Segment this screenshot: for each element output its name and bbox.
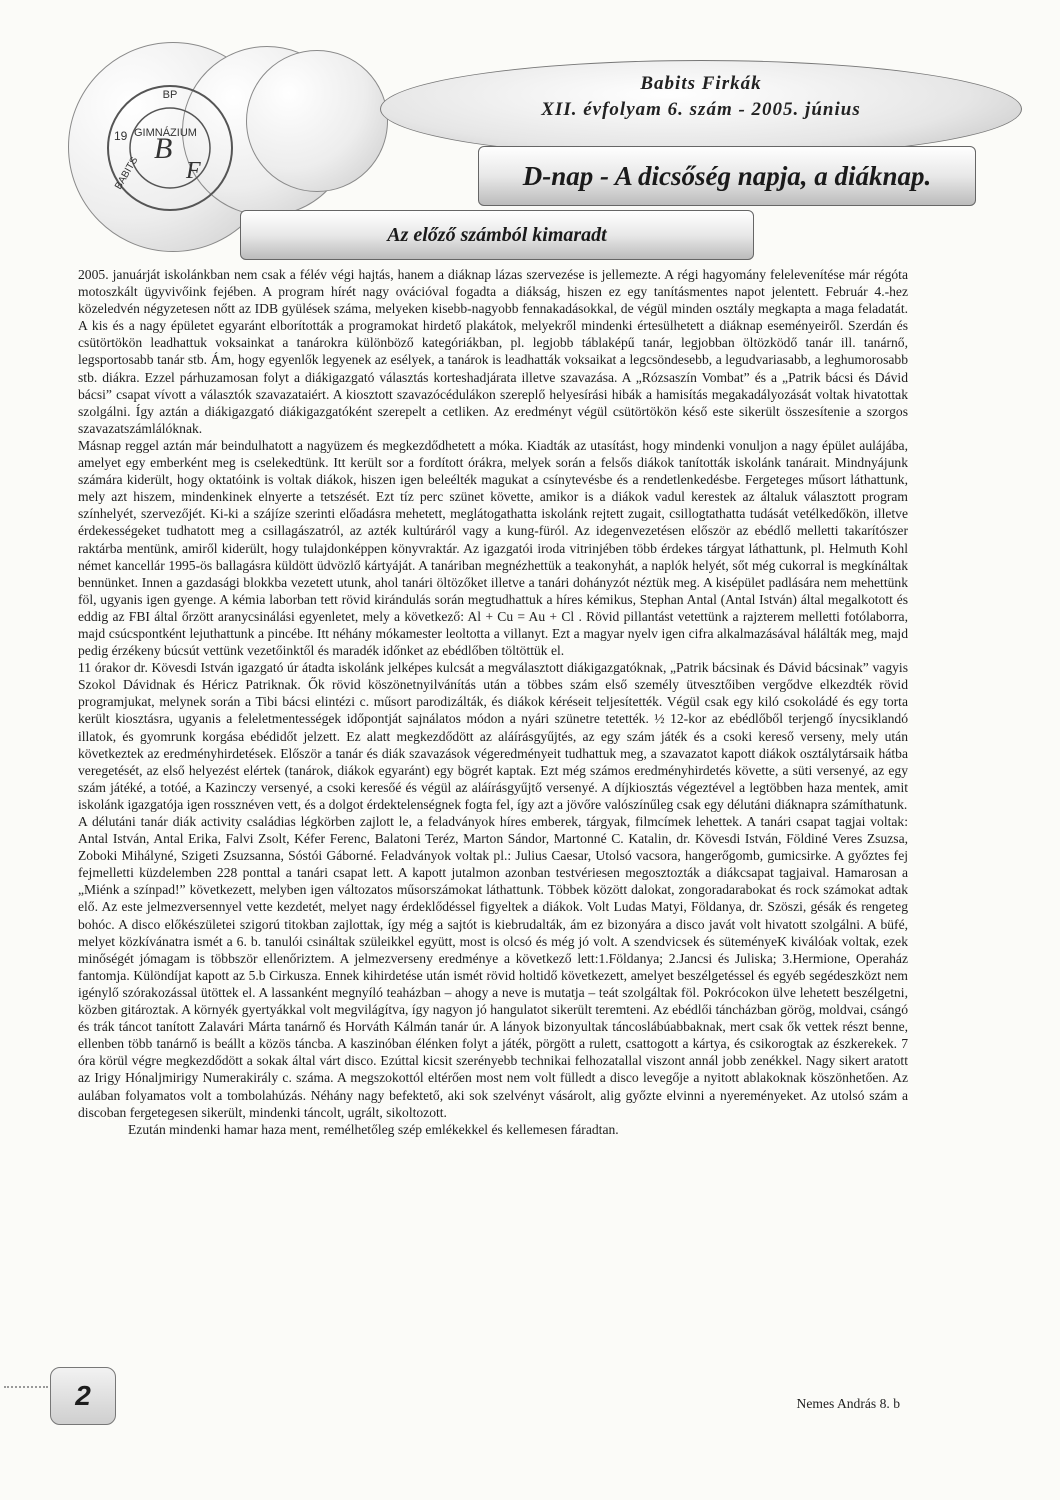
decorative-circle-small	[246, 50, 388, 192]
page-header	[0, 0, 1060, 270]
school-emblem-logo	[100, 78, 240, 218]
journal-name: Babits Firkák	[640, 73, 762, 94]
emblem-text-top: BP	[162, 89, 178, 101]
article-title: D-nap - A dicsőség napja, a diáknap.	[478, 146, 976, 206]
emblem-letter-f: F	[186, 158, 201, 184]
article-paragraph-4: A délutáni tanár diák activity családias légkörben zajlott le, a feladványok híres emberek, tárgyak, filmcímek lehettek. A tanári csapat tagjai voltak: Antal István, Antal Erika, Falvi Zsolt, Kéfer Ferenc, Balatoni Teréz, Marton Sándor, Martonné C. Katalin, dr. Kövesdi István, Földiné Veres Zsuzsa, Zoboki Mihályné, Szigeti Zsuzsanna, Sóstói Gáborné. Feladványok voltak pl.: Julius Caesar, Utolsó vacsora, hangerőgomb, gumicsirke. A győztes fej fejmelletti küzdelemben 228 ponttal a tanári csapat lett. A kapott jutalmon azonban testvériesen megosztozták a diákcsapat tagjaival. Hamarosan a „Miénk a színpad!” következett, melyben igen változatos műsorszámokat láthattunk. Többek között dalokat, zongoradarabokat és rock számokat adtak elő. Az este jelmezversennyel vette kezdetét, melyet nagy érdeklődéssel figyeltek a diákok. Volt Ludas Matyi, Földanya, dr. Szöszi, gésák és rengeteg bohóc. A disco előkészületei szigorú titokban zajlottak, így még a sajtót is kiebrudalták, ám ez bizonyára a disco javát volt hivatott szolgálni. A büfé, melyet közkívánatra ismét a 6. b. tanulói csináltak szüleikkel együtt, most is olcsó és még jó volt. A szendvicsek és süteményeK kiválóak voltak, ezek minőségét jómagam is többször ellenőriztem. A jelmezverseny eredménye a következő lett:1.Földanya; 2.Jancsi és Juliska; 3.Hermione, Operaház fantomja. Különdíjat kapott az 5.b Cirkusza. Ennek kihirdetése után ismét rövid holtidő következett, amelyet beszélgetéssel és egyéb segédeszközt nem igénylő szórakozással ütöttek el. A lassanként megnyíló teaházban – ahogy a neve is mutatja – teát szolgáltak föl. Pokrócokon ülve lehetett beszélgetni, közben gitároztak. A környék gyertyákkal volt megvilágítva, így nagyon jó hangulatot sikerült teremteni. Az ebédlői táncházban görög, moldvai, csángó és trák táncot tanított Zalavári Márta tanárnő és Horváth Kálmán tanár úr. A lányok bizonyultak táncoslábúabbaknak, mert csak ők vettek részt benne, ellenben több tanárnő is beállt a közös táncba. A kaszinóban élénken folyt a játék, pörgött a rulett, csattogott a kártya, és csikorogtak az észkerekek. 7 óra körül végre megkezdődött a sokak által várt disco. Ezúttal kicsit szerényebb technikai felhozatallal viszont annál jobb zenékkel. Nagy sikert aratott az Irigy Hónaljmirigy Numerakirály c. száma. A megszokottól eltérően most nem volt fülledt a disco levegője a nyitott ablakoknak köszönhetően. Az aulában folyamatos volt a tombolahúzás. Néhány nagy befektető, aki sok szelvényt vásárolt, alig győzte elvinni a nyereményeket. Az utolsó szám a discoban fergetegesen sikerült, mindenki táncolt, ugrált, sikoltozott.	[78, 814, 908, 1120]
page-number: 2	[50, 1367, 116, 1425]
article-paragraph-1: 2005. januárját iskolánkban nem csak a félév végi hajtás, hanem a diáknap lázas szervezése is jellemezte. A régi hagyomány felelevenítése már régóta motoszkált ügyvivőink fejében. A program hírét nagy ovációval fogadta a diákság, hiszen ez egy tanításmentes napot jelentett. Február 4.-hez közeledvén négyzetesen nőtt az IDB gyülések száma, melyeken kisebb-nagyobb fennakadásokkal, de végül minden osztály megkapta a maga feladatát. A kis és a nagy épületet egyaránt elborították a programokat hirdető plakátok, melyekről mindenki értesülhetett a diáknap eseményeiről. Szerdán és csütörtökön leadhattuk voksainkat a tanárokra különböző kategóriákban, pl. legjobb táblaképű tanár, legjobban öltözködő tanár ill. tanárnő, legsportosabb tanár stb. Ám, hogy egyenlők legyenek az esélyek, a tanárok is leadhatták voksaikat a legcsöndesebb, a legudvariasabb, a leghumorosabb stb. diákra. Ezzel párhuzamosan folyt a diákigazgató választás korteshadjárata illetve szavazása. A „Rózsaszín Vombat” és a „Patrik bácsi és Dávid bácsi” csapat vívott a választók szavazataiért. A kiosztott szavazócédulákon szereplő helyesírási hibák a hamisítás megakadályozását voltak hivatottak szolgálni. Így aztán a diákigazgató diákigazgatóként szerepelt a cetliken. Az eredményt végül csütörtökön késő este sikerült összesítenie a szorgos szavazatszámlálóknak.	[78, 267, 908, 436]
article-paragraph-5: Ezután mindenki hamar haza ment, remélhetőleg szép emlékekkel és kellemesen fáradtan.	[128, 1121, 619, 1137]
emblem-text-left: 19	[114, 129, 128, 143]
article-paragraph-2: Másnap reggel aztán már beindulhatott a nagyüzem és megkezdődhetett a móka. Kiadták az utasítást, hogy mindenki vonuljon a nagy épület aulájába, amelyet egy emberként meg is cselekedtünk. Itt került sor a fordított órákra, melyek során a felsős diákok tanították iskolánk tanárait. Mindnyájunk számára kiderült, hogy oktatóink is voltak diákok, hiszen igen beleélték magukat a csínytevésbe és a rendetlenkedésbe. Fergeteges műsort láthattunk, mely azt hiszem, mindenkinek elnyerte a tetszését. Ezt tíz perc szünet követte, amikor is a diákok vadul kerestek az általuk választott program színhelyét, szervezőjét. Ki-ki a szájíze szerinti előadásra mehetett, meglátogathatta iskolánk rejtett zugait, csillogtathatta tudását vetélkedőkön, illetve érdekességeket tudhatott meg a csillagászatról, az azték kultúráról vagy a kung-füról. Az idegenvezetésen először az ebédlő melletti takarítószer raktárba mentünk, amiről kiderült, hogy tulajdonképpen könyvraktár. Az igazgatói iroda vitrinjében több érdekes tárgyat láthattunk, pl. Helmuth Kohl német kancellár 1995-ös ballagásra küldött üdvözlő kártyáját. A tanáriban megnézhettük a teakonyhát, a naplók helyét, sőt még cukorral is megkínáltak bennünket. Innen a gazdasági blokkba vezetett utunk, ahol tanári öltözőket illetve a tanári dohányzót néztük meg. A kisépület padlására nem mehettünk föl, ugyanis igen gyenge. A kémia laborban tett rövid kirándulás során megtudhattuk a híres kémikus, Stephan Antal (Antal István) által megalkotott és eddig az FBI által őrzött aranycsinálási egyenletet, mely a következő: Al + Cu = Au + Cl . Rövid pillantást vetettünk a rajzterem melletti fotólaborra, majd csúcspontként lejuthattunk a pincébe. Itt néhány mókamester leoltotta a villanyt. Ezt a magyar nyelv igen cifra alkalmazásával hálálták meg, majd pedig érzékeny búcsút vettünk vezetőinktől és maradék időnket az ebédlőben töltöttük el.	[78, 437, 908, 659]
author-signature: Nemes András 8. b	[796, 1396, 900, 1411]
emblem-text-right: GIMNÁZIUM	[134, 127, 197, 139]
article-body	[78, 266, 908, 1138]
journal-banner	[380, 60, 1022, 158]
emblem-text-bottom: BABITS	[113, 155, 141, 192]
scan-mark	[4, 1386, 48, 1394]
emblem-letter-b: B	[154, 132, 173, 165]
article-paragraph-3: 11 órakor dr. Kövesdi István igazgató úr átadta iskolánk jelképes kulcsát a megválasztott diákigazgatóknak, „Patrik bácsinak és Dávid bácsinak” vagyis Szokol Dávidnak és Héricz Patriknak. Ők rövid köszönetnyilvánítás után a többes szám első személy ütvesztőiben vergődve elkezdték rövid programjukat, melynek során a Tibi bácsi elintézi c. műsort parodizálták, és diákok kéréseit teljesítették. Végül csak egy kiló csokoládé és egy torta került kiosztásra, ugyanis a feleletmentességek időpontját sajnálatos módon a nyári szünetre tetették. ½ 12-kor az ebédlőből terjengő ínycsiklandó illatok, és gyomrunk korgása ebédidőt jelzett. Ez alatt megkezdődött az aláírásgyűjtés, az egy szám játék és a csoki kereső verseny, mely után következtek az eredményhirdetések. Először a tanár és diák szavazások végeredményeit tudhattuk meg, a szavazatot kapott diákok osztálytársaik hátba veregetését, az első helyezést elértek (tanárok, diákok egyaránt) egy bögrét kaptak. Ezt még számos eredményhirdetés követte, a süti versenyé, az egy szám játéké, a totóé, a Kazinczy versenyé, a csoki keresőé és végül az aláírásgyűjtő versenyé. A díjkiosztás végeztével a legtöbben haza mentek, amit iskolánk igazgatója igen rossznéven vett, és a dolgot érdektelenségnek fogta fel, így azt a jövőre valószínűleg csak egy délutáni diáknapra számíthatunk.	[78, 660, 908, 812]
article-subtitle: Az előző számból kimaradt	[240, 210, 754, 260]
journal-issue: XII. évfolyam 6. szám - 2005. június	[541, 99, 861, 120]
